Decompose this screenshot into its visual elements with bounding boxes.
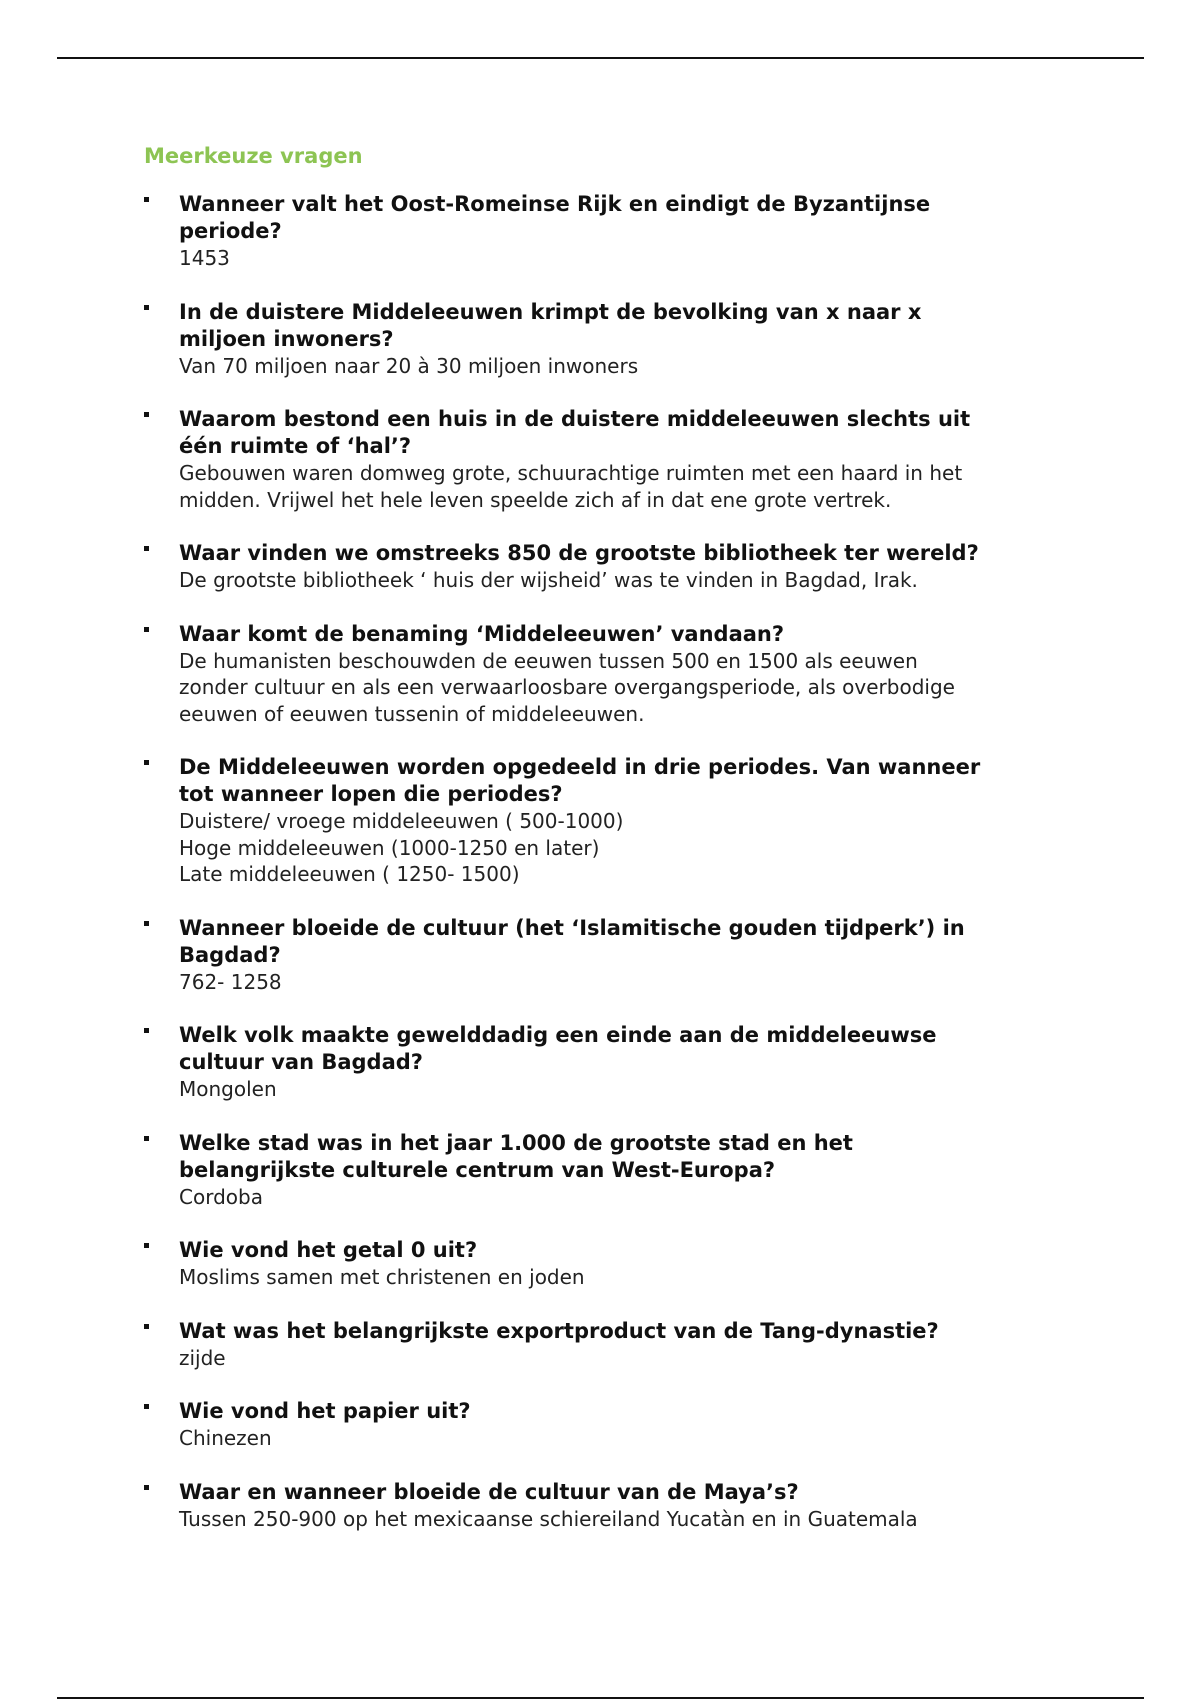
question-line: cultuur van Bagdad? xyxy=(179,1050,423,1074)
bullet-icon xyxy=(144,1485,149,1490)
section-heading: Meerkeuze vragen xyxy=(144,144,363,168)
answer-line: zijde xyxy=(179,1345,226,1370)
question-item xyxy=(144,754,1064,888)
answer-line: Cordoba xyxy=(179,1184,263,1209)
answer-text xyxy=(179,1184,1064,1211)
answer-line: Gebouwen waren domweg grote, schuurachtige ruimten met een haard in het xyxy=(179,461,963,485)
bullet-icon xyxy=(144,546,149,551)
question-item xyxy=(144,1398,1064,1452)
question-item xyxy=(144,915,1064,996)
document-body xyxy=(144,142,1064,1559)
bullet-icon xyxy=(144,412,149,417)
question-line: Wat was het belangrijkste exportproduct van de Tang-dynastie? xyxy=(179,1318,939,1343)
answer-line: Late middeleeuwen ( 1250- 1500) xyxy=(179,862,520,886)
question-line: periode? xyxy=(179,219,282,243)
bullet-icon xyxy=(144,1028,149,1033)
question-text xyxy=(179,754,1064,808)
question-line: Welke stad was in het jaar 1.000 de grootste stad en het xyxy=(179,1130,853,1155)
answer-text xyxy=(179,1506,1064,1533)
question-item xyxy=(144,191,1064,272)
question-text xyxy=(179,1237,1064,1264)
bullet-icon xyxy=(144,1324,149,1329)
question-line: belangrijkste culturele centrum van West-Europa? xyxy=(179,1157,776,1182)
answer-text xyxy=(179,1345,1064,1372)
answer-text xyxy=(179,969,1064,996)
answer-text xyxy=(179,648,1064,728)
question-item xyxy=(144,1479,1064,1533)
question-line: Waar komt de benaming ‘Middeleeuwen’ vandaan? xyxy=(179,621,785,646)
question-line: Wanneer valt het Oost-Romeinse Rijk en eindigt de Byzantijnse xyxy=(179,192,931,216)
answer-text xyxy=(179,1264,1064,1291)
question-line: één ruimte of ‘hal’? xyxy=(179,434,412,458)
answer-line: midden. Vrijwel het hele leven speelde zich af in dat ene grote vertrek. xyxy=(179,487,892,512)
answer-text xyxy=(179,1076,1064,1103)
bullet-icon xyxy=(144,921,149,926)
answer-text xyxy=(179,245,1064,272)
question-line: Welk volk maakte gewelddadig een einde aan de middeleeuwse xyxy=(179,1023,937,1047)
bullet-icon xyxy=(144,1243,149,1248)
question-item xyxy=(144,621,1064,728)
header-rule xyxy=(57,57,1144,59)
question-line: Waar vinden we omstreeks 850 de grootste bibliotheek ter wereld? xyxy=(179,541,979,565)
answer-text xyxy=(179,353,1064,380)
answer-line: Van 70 miljoen naar 20 à 30 miljoen inwoners xyxy=(179,353,639,378)
question-item xyxy=(144,1022,1064,1103)
answer-line: zonder cultuur en als een verwaarloosbare overgangsperiode, als overbodige xyxy=(179,675,955,699)
question-text xyxy=(179,1130,1064,1184)
bullet-icon xyxy=(144,760,149,765)
answer-line: Chinezen xyxy=(179,1426,272,1450)
question-line: Bagdad? xyxy=(179,942,281,967)
bullet-icon xyxy=(144,197,149,202)
bullet-icon xyxy=(144,1136,149,1141)
question-text xyxy=(179,1479,1064,1506)
question-line: De Middeleeuwen worden opgedeeld in drie periodes. Van wanneer xyxy=(179,755,981,779)
question-line: Wie vond het papier uit? xyxy=(179,1399,471,1423)
answer-text xyxy=(179,1425,1064,1452)
question-line: Waar en wanneer bloeide de cultuur van de Maya’s? xyxy=(179,1479,799,1504)
question-item xyxy=(144,299,1064,380)
answer-line: 1453 xyxy=(179,246,230,270)
footer-rule xyxy=(57,1697,1144,1699)
answer-line: Hoge middeleeuwen (1000-1250 en later) xyxy=(179,835,600,860)
question-text xyxy=(179,540,1064,567)
answer-text xyxy=(179,567,1064,594)
bullet-icon xyxy=(144,1404,149,1409)
question-text xyxy=(179,1398,1064,1425)
question-line: tot wanneer lopen die periodes? xyxy=(179,782,563,806)
question-list xyxy=(144,191,1064,1532)
bullet-icon xyxy=(144,305,149,310)
question-text xyxy=(179,621,1064,648)
answer-text xyxy=(179,460,1064,513)
answer-line: Mongolen xyxy=(179,1077,277,1101)
question-text xyxy=(179,299,1064,353)
question-line: Wie vond het getal 0 uit? xyxy=(179,1238,478,1262)
question-text xyxy=(179,406,1064,460)
question-item xyxy=(144,1318,1064,1372)
question-text xyxy=(179,1318,1064,1345)
answer-text xyxy=(179,808,1064,888)
question-text xyxy=(179,915,1064,969)
question-line: Wanneer bloeide de cultuur (het ‘Islamitische gouden tijdperk’) in xyxy=(179,915,965,940)
question-text xyxy=(179,1022,1064,1076)
question-item xyxy=(144,406,1064,513)
question-line: miljoen inwoners? xyxy=(179,326,394,351)
answer-line: Duistere/ vroege middeleeuwen ( 500-1000) xyxy=(179,809,624,833)
answer-line: Tussen 250-900 op het mexicaanse schiereiland Yucatàn en in Guatemala xyxy=(179,1506,918,1531)
question-item xyxy=(144,1237,1064,1291)
question-item xyxy=(144,1130,1064,1211)
question-line: In de duistere Middeleeuwen krimpt de bevolking van x naar x xyxy=(179,299,922,324)
bullet-icon xyxy=(144,627,149,632)
answer-line: Moslims samen met christenen en joden xyxy=(179,1265,585,1289)
answer-line: De humanisten beschouwden de eeuwen tussen 500 en 1500 als eeuwen xyxy=(179,648,918,673)
answer-line: 762- 1258 xyxy=(179,969,282,994)
question-text xyxy=(179,191,1064,245)
answer-line: De grootste bibliotheek ‘ huis der wijsheid’ was te vinden in Bagdad, Irak. xyxy=(179,568,918,592)
question-line: Waarom bestond een huis in de duistere middeleeuwen slechts uit xyxy=(179,407,971,431)
question-item xyxy=(144,540,1064,594)
answer-line: eeuwen of eeuwen tussenin of middeleeuwen. xyxy=(179,701,645,726)
